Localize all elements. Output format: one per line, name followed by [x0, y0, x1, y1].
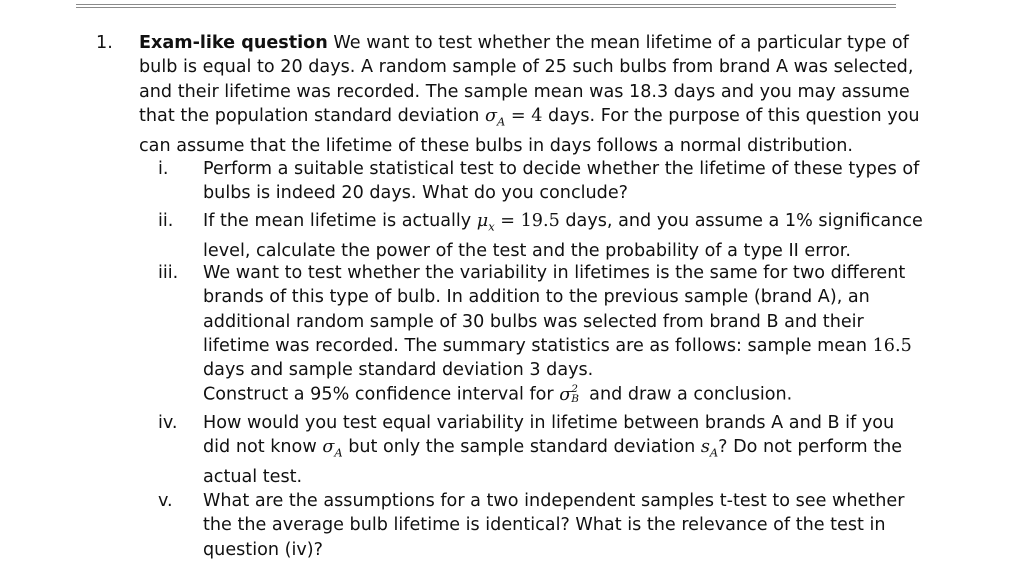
sigma-b-squared-symbol: σ 2 B [559, 382, 580, 406]
question-title: Exam-like question [139, 33, 328, 53]
mu-x-symbol: $\mu_x$ [476, 211, 495, 234]
mean-b-value: 16.5 [872, 335, 912, 356]
mu-value: 19.5 [520, 211, 560, 231]
top-rule-second [76, 7, 896, 8]
question-intro: Exam-like question We want to test whether the mean lifetime of a particular type of bulb is equal to 20 days. A random sample of 25 such bulbs from brand A was selected, and their lifetime was recorded. The sample mean was 18.3 days and you may assume that the population standard deviation $\sigma_A = 4$ days. For the purpose of this question you can assume that the lifetime of these bulbs in days follows a normal distribution. [139, 33, 920, 156]
sigma-a-symbol: $\sigma_A$ [485, 105, 506, 129]
sigma-a-value: 4 [531, 105, 543, 126]
question-number: 1. [96, 33, 113, 53]
sigma-a-symbol-2: $\sigma_A$ [322, 437, 343, 460]
top-rule [76, 4, 896, 5]
s-a-symbol: $s_A$ [700, 437, 719, 460]
